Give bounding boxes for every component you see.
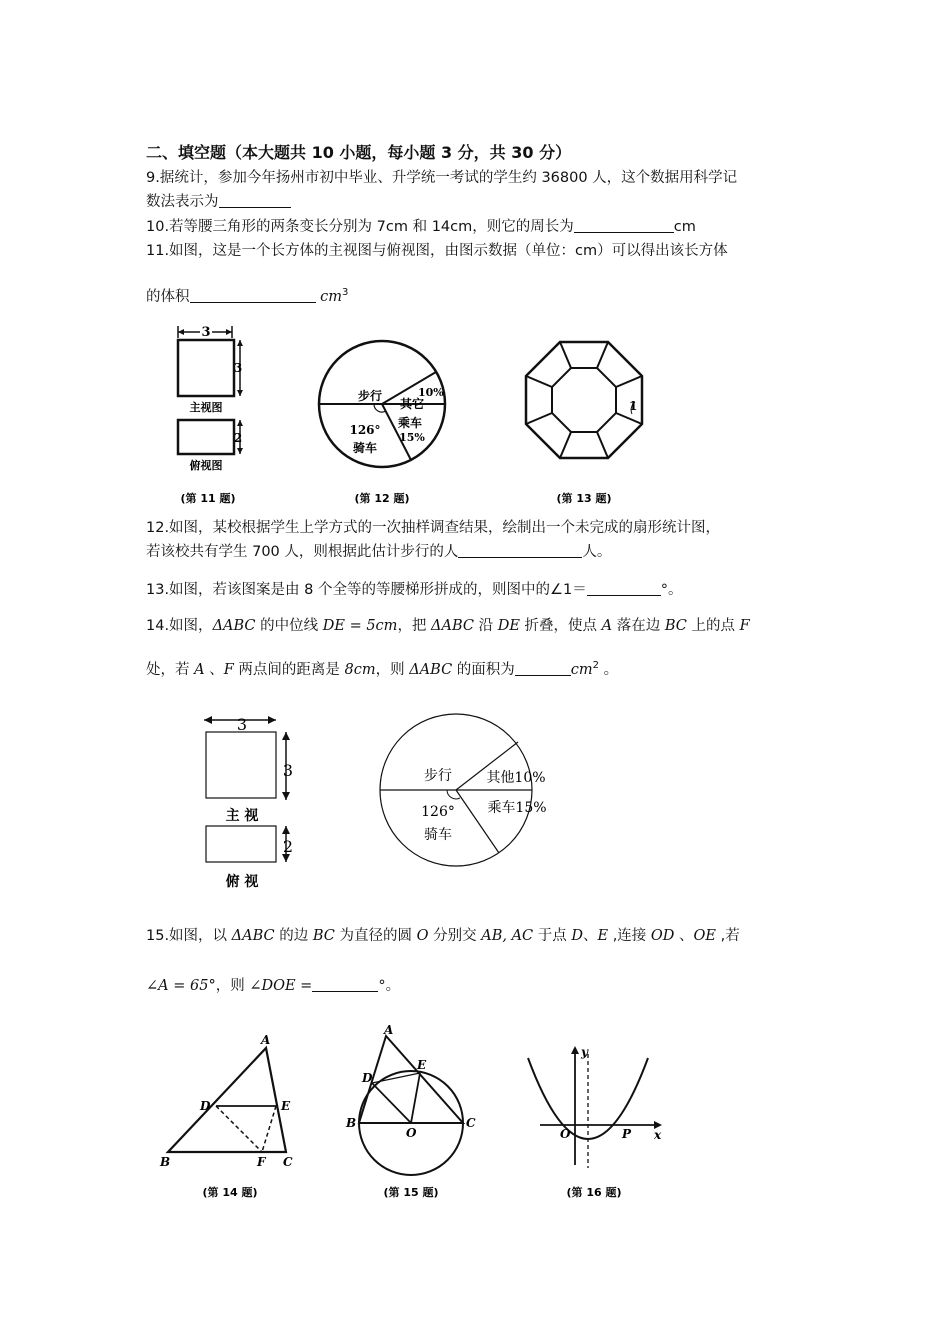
figure-row-3 — [150, 1020, 690, 1204]
fig13-octagon — [526, 342, 642, 505]
fig11-top-dim: 3 — [201, 325, 211, 340]
q15-t10: D — [571, 928, 583, 944]
q11-line2 — [146, 283, 348, 307]
fig12-caption: (第 12 题) — [354, 492, 410, 505]
fig11-front-rect — [178, 340, 234, 396]
q10-text: 10.若等腰三角形的两条变长分别为 7cm 和 14cm，则它的周长为 — [146, 219, 574, 235]
fig15-O: O — [406, 1126, 417, 1140]
q15-u3: ∠DOE = — [249, 978, 313, 994]
q14-u10: cm — [570, 661, 593, 678]
q14-t13: 上的点 — [686, 618, 740, 634]
q15-t4: BC — [312, 928, 335, 944]
fig11-label-front: 主视图 — [189, 401, 223, 414]
q11-unit-exp: 3 — [341, 287, 349, 298]
q10-line — [146, 217, 696, 237]
q15-t15: 、 — [674, 928, 694, 944]
fig16-caption: (第 16 题) — [566, 1186, 622, 1199]
q14-u8: ΔABC — [409, 661, 453, 678]
q15-answer-blank[interactable] — [312, 977, 378, 992]
fig12b-pie — [380, 714, 547, 866]
q15-line1 — [146, 926, 740, 946]
fig11b-top-dim: 3 — [236, 715, 248, 734]
fig15-caption: (第 15 题) — [383, 1186, 439, 1199]
q14-t11: 落在边 — [612, 618, 665, 634]
fig12-ride-pct: 15% — [399, 431, 425, 444]
fig11b-side-dim1: 3 — [282, 761, 294, 780]
fig15-D: D — [362, 1071, 373, 1085]
q14-t8: DE — [497, 618, 520, 634]
q15-t5: 为直径的圆 — [334, 928, 417, 944]
q15-t9: 于点 — [533, 928, 572, 944]
fig12-walk: 步行 — [357, 389, 383, 403]
fig14-A: A — [261, 1033, 271, 1047]
fig11-top-rect — [178, 420, 234, 454]
fig15-A: A — [384, 1023, 394, 1037]
fig12b-ride: 乘车15% — [487, 800, 547, 816]
fig14-B: B — [160, 1155, 171, 1169]
q12-text: 若该校共有学生 700 人，则根据此估计步行的人 — [146, 544, 459, 560]
section-title: 二、填空题（本大题共 10 小题，每小题 3 分，共 30 分） — [146, 143, 572, 162]
q15-t7: 分别交 — [428, 928, 482, 944]
q14-t9: 折叠，使点 — [519, 618, 602, 634]
q12-answer-blank[interactable] — [458, 543, 582, 558]
fig11-side-dim1: 3 — [233, 361, 243, 375]
fig12-bike: 骑车 — [352, 441, 378, 455]
fig14-E: E — [281, 1099, 291, 1113]
fig12-ride: 乘车 — [397, 416, 423, 430]
q14-u7: ，则 — [375, 661, 410, 678]
q15-u2: ，则 — [215, 978, 250, 994]
q14-u2: A — [194, 661, 205, 678]
q14-u5: 两点间的距离是 — [233, 661, 345, 678]
fig16-x: x — [654, 1128, 662, 1142]
q11-text: 的体积 — [146, 288, 190, 305]
q9-text: 数法表示为 — [146, 194, 219, 210]
q15-t14: OD — [650, 928, 675, 944]
fig11-caption: (第 11 题) — [180, 492, 236, 505]
fig12b-walk: 步行 — [424, 768, 452, 784]
q13-tail: °。 — [660, 582, 683, 598]
q15-t2: ΔABC — [231, 928, 275, 944]
q13-line — [146, 580, 682, 600]
q14-answer-blank[interactable] — [515, 661, 571, 676]
fig12b-angle: 126° — [421, 804, 455, 820]
fig12b-other: 其他10% — [486, 770, 546, 786]
q14-t14: F — [739, 618, 750, 634]
fig15-B: B — [346, 1116, 357, 1130]
fig15-C: C — [466, 1116, 476, 1130]
q15-u4: °。 — [378, 978, 401, 994]
q15-t6: O — [416, 928, 429, 944]
fig11-views — [178, 324, 243, 505]
q14-line2 — [146, 656, 618, 680]
fig14-D: D — [200, 1099, 211, 1113]
q15-t3: 的边 — [274, 928, 313, 944]
q10-answer-blank[interactable] — [574, 218, 674, 233]
fig11b-side-dim2: 2 — [282, 837, 294, 856]
fig12-pie — [319, 341, 445, 505]
figure-row-1 — [160, 318, 800, 510]
q15-t13: ,连接 — [608, 928, 651, 944]
q12-line2 — [146, 542, 611, 562]
q14-u4: F — [223, 661, 234, 678]
q14-t3: 的中位线 — [255, 618, 323, 634]
fig16-O: O — [560, 1127, 571, 1141]
q15-t8: AB, AC — [481, 928, 534, 944]
q12-unit: 人。 — [582, 544, 612, 560]
fig11-label-top: 俯视图 — [189, 459, 223, 472]
q14-u6: 8cm — [344, 661, 376, 678]
q14-t7: 沿 — [474, 618, 498, 634]
fig11-side-dim2: 2 — [233, 431, 243, 445]
q10-unit: cm — [673, 219, 696, 235]
fig15-E: E — [417, 1058, 427, 1072]
q14-t4: DE = 5cm — [322, 618, 398, 634]
fig13-angle-label: 1 — [629, 399, 638, 413]
q11-answer-blank[interactable] — [190, 288, 316, 303]
fig16-parabola — [528, 1045, 662, 1199]
fig12b-bike: 骑车 — [424, 827, 452, 843]
q14-line1 — [146, 616, 750, 636]
q14-t10: A — [601, 618, 613, 634]
q11-unit: cm — [320, 288, 342, 305]
q15-t16: OE — [693, 928, 717, 944]
q15-t17: ,若 — [716, 928, 740, 944]
q9-answer-blank[interactable] — [219, 193, 291, 208]
fig12-angle: 126° — [349, 423, 381, 437]
q15-t12: E — [597, 928, 609, 944]
figure-row-2 — [190, 708, 570, 894]
fig16-P: P — [622, 1127, 632, 1141]
fig11b-label-front: 主 视 — [225, 808, 259, 824]
q14-u9: 的面积为 — [452, 661, 515, 678]
q15-t11: 、 — [583, 928, 598, 944]
fig16-y: y — [581, 1045, 588, 1059]
fig12-other-pct: 10% — [418, 386, 444, 399]
fig15-circle — [345, 1023, 476, 1199]
q11-line1: 11.如图，这是一个长方体的主视图与俯视图，由图示数据（单位：cm）可以得出该长方体 — [146, 243, 728, 259]
fig14-C: C — [283, 1155, 293, 1169]
q15-t1: 15.如图，以 — [146, 928, 232, 944]
q12-line1: 12.如图，某校根据学生上学方式的一次抽样调查结果，绘制出一个未完成的扇形统计图， — [146, 520, 721, 536]
q14-t6: ΔABC — [431, 618, 475, 634]
fig14-caption: (第 14 题) — [202, 1186, 258, 1199]
fig14-triangle — [159, 1033, 293, 1199]
q14-u12: 。 — [599, 661, 619, 678]
q14-u11: 2 — [592, 660, 600, 671]
q13-text: 13.如图，若该图案是由 8 个全等的等腰梯形拼成的，则图中的∠1＝ — [146, 582, 587, 598]
q14-t1: 14.如图， — [146, 618, 213, 634]
fig12-other: 其它 — [399, 397, 425, 411]
fig11b-label-top: 俯 视 — [225, 874, 259, 890]
q14-u3: 、 — [204, 661, 224, 678]
q13-answer-blank[interactable] — [587, 581, 661, 596]
q14-t12: BC — [664, 618, 687, 634]
fig14-F: F — [257, 1155, 266, 1169]
q14-u1: 处，若 — [146, 661, 195, 678]
fig13-caption: (第 13 题) — [556, 492, 612, 505]
q14-t5: ，把 — [397, 618, 432, 634]
q9-line2 — [146, 192, 291, 212]
q9-line1: 9.据统计，参加今年扬州市初中毕业、升学统一考试的学生约 36800 人，这个数据用科学记 — [146, 170, 738, 186]
q15-line2 — [146, 976, 400, 996]
q14-t2: ΔABC — [212, 618, 256, 634]
q15-u1: ∠A = 65° — [146, 978, 216, 994]
fig11b-views — [204, 715, 293, 890]
